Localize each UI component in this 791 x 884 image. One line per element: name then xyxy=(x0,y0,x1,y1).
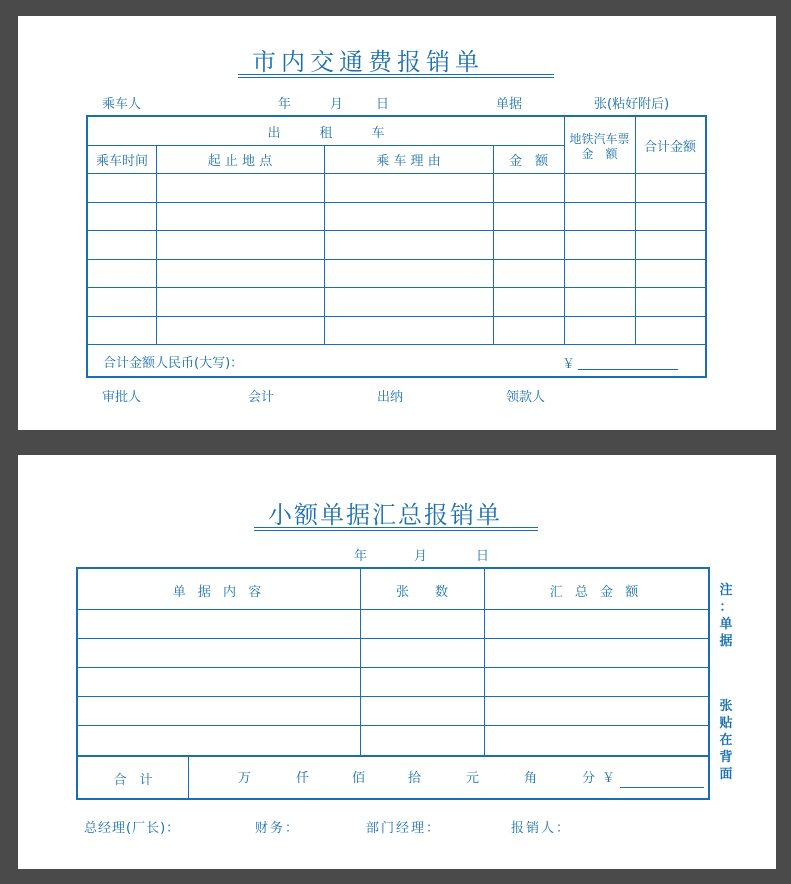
day-label: 日 xyxy=(376,97,390,112)
taxi-header: 出 租 车 xyxy=(267,126,385,141)
receipts-label: 单据 xyxy=(496,97,523,112)
year-label: 年 xyxy=(278,97,292,112)
general-manager-label: 总经理(厂长)： xyxy=(84,821,181,836)
petty-receipt-summary-form xyxy=(18,455,776,869)
taxi-table xyxy=(86,115,707,378)
unit-bai: 佰 xyxy=(352,771,366,786)
year-label: 年 xyxy=(354,549,368,564)
unit-wan: 万 xyxy=(238,771,252,786)
total-in-words-label: 合计金额人民币(大写)： xyxy=(103,356,244,371)
col-amount: 金 额 xyxy=(508,154,548,169)
currency-symbol: ￥ xyxy=(562,357,576,372)
total-amount-header: 合计金额 xyxy=(643,140,696,155)
metro-header-line1: 地铁汽车票 xyxy=(569,132,630,146)
total-amount-line xyxy=(620,787,704,788)
claimant-label: 报销人： xyxy=(511,821,572,836)
unit-shi: 拾 xyxy=(408,771,422,786)
col-receipt-content: 单 据 内 容 xyxy=(172,585,266,600)
unit-yuan: 元 xyxy=(466,771,480,786)
month-label: 月 xyxy=(414,549,428,564)
payee-label: 领款人 xyxy=(506,390,546,405)
summary-table xyxy=(76,567,710,800)
form1-title: 市内交通费报销单 xyxy=(252,48,484,76)
passenger-label: 乘车人 xyxy=(102,97,142,112)
metro-header-line2: 金 额 xyxy=(581,147,618,161)
month-label: 月 xyxy=(330,97,344,112)
taxi-expense-form xyxy=(18,16,776,430)
accountant-label: 会计 xyxy=(248,390,275,405)
title-underline xyxy=(254,527,538,531)
col-summary-amount: 汇 总 金 额 xyxy=(549,585,643,600)
col-reason: 乘 车 理 由 xyxy=(376,154,441,169)
cashier-label: 出纳 xyxy=(377,390,404,405)
col-ride-time: 乘车时间 xyxy=(95,154,148,169)
unit-fen: 分 xyxy=(582,771,596,786)
finance-label: 财务： xyxy=(255,821,301,836)
day-label: 日 xyxy=(476,549,490,564)
total-amount-line xyxy=(578,369,678,370)
title-underline xyxy=(238,74,554,78)
col-sheet-count: 张 数 xyxy=(395,585,448,600)
side-note: 注 ： 单 据 张 贴 在 背 面 xyxy=(719,583,733,782)
sheets-note: 张(粘好附后) xyxy=(594,97,670,112)
currency-symbol: ￥ xyxy=(602,771,616,786)
unit-qian: 仟 xyxy=(296,771,310,786)
unit-jiao: 角 xyxy=(524,771,538,786)
form2-title: 小额单据汇总报销单 xyxy=(268,501,502,529)
total-label: 合 计 xyxy=(113,773,153,788)
dept-manager-label: 部门经理： xyxy=(366,821,442,836)
approver-label: 审批人 xyxy=(102,390,142,405)
col-route: 起 止 地 点 xyxy=(207,154,273,169)
